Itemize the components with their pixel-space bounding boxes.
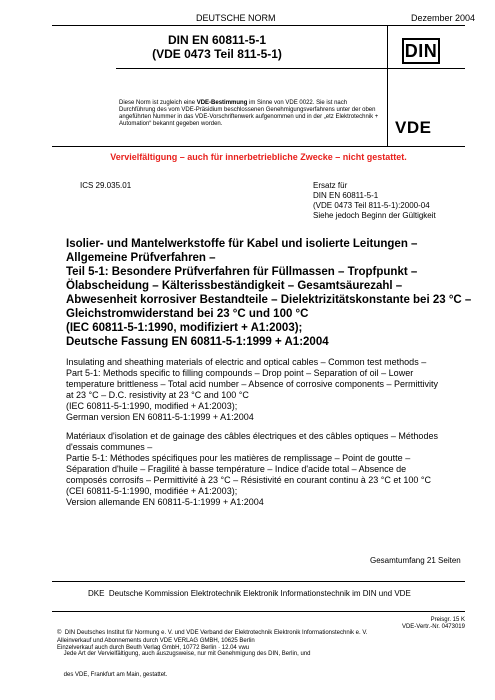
- vde-logo: VDE: [395, 118, 432, 137]
- title-english: Insulating and sheathing materials of electric and optical cables – Common test methods – Part 5-1: Methods specific to filling compounds – Drop point – Separation of oil – Lower temperature brittleness – Total acid number – Absence of corrosive components – Permittivity at 23 °C – D.C. resistivity at 23 °C and 100 °C (IEC 60811-5-1:1990, modified + A1:2003); German version EN 60811-5-1:1999 + A1:2004: [66, 357, 439, 422]
- notice-bottom-rule: [52, 146, 465, 147]
- sales-info: Alleinverkauf und Abonnements durch VDE VERLAG GMBH, 10625 Berlin Einzelverkauf auch durch Beuth Verlag GmbH, 10772 Berlin · 12.04 vwu: [57, 638, 255, 651]
- price-group: Preisgr. 15 K: [430, 617, 465, 623]
- logo-column-divider: [387, 26, 388, 146]
- title-french: Matériaux d'isolation et de gainage des câbles électriques et des câbles optiques – Méthodes d'essais communes – Partie 5-1: Méthodes spécifiques pour les matières de remplissage – Point de goutte – Séparation d'huile – Fragilité à basse température – Indice d'acide total – Absence de composés corrosifs – Permittivité à 23 °C – Résistivité en courant continu à 23 °C et 100 °C (CEI 60811-5-1:1990, modifiée + A1:2003); Version allemande EN 60811-5-1:1999 + A1:2004: [66, 431, 438, 507]
- order-number: VDE-Vertr.-Nr. 0473019: [401, 624, 465, 630]
- copy-warning: Vervielfältigung – auch für innerbetriebliche Zwecke – nicht gestattet.: [110, 152, 407, 162]
- replacement-note: Ersatz für DIN EN 60811-5-1 (VDE 0473 Teil 811-5-1):2000-04 Siehe jedoch Beginn der Gültigkeit: [313, 181, 436, 220]
- designation-din: DIN EN 60811-5-1: [167, 33, 267, 47]
- total-pages: Gesamtumfang 21 Seiten: [370, 556, 461, 565]
- document-designation: [52, 33, 382, 61]
- notice-top-rule: [116, 68, 465, 69]
- header-rule: [52, 25, 465, 26]
- dke-top-rule: [52, 581, 465, 582]
- vde-notice: Diese Norm ist zugleich eine VDE-Bestimmung im Sinne von VDE 0022. Sie ist nach Durchführung des vom VDE-Präsidium beschlossenen Genehmigungsverfahrens unter der oben angeführten Nummer in das VDE-Vorschriftenwerk aufgenommen und in der „etz Elektrotechnik + Automation“ bekannt gegeben worden.: [119, 100, 379, 127]
- footer-top-rule: [52, 611, 465, 612]
- ics-code: ICS 29.035.01: [80, 181, 132, 190]
- copyright-notice: © DIN Deutsches Institut für Normung e. V. und VDE Verband der Elektrotechnik Elektronik Informationstechnik e. V. Jede Art der Vervielfältigung, auch auszugsweise, nur mit Genehmigung des DIN, Berlin, und des VDE, Frankfurt am Main, gestattet.: [57, 630, 368, 678]
- dke-line: DKE Deutsche Kommission Elektrotechnik Elektronik Informationstechnik im DIN und VDE: [88, 589, 411, 598]
- title-german: Isolier- und Mantelwerkstoffe für Kabel und isolierte Leitungen – Allgemeine Prüfverfahren – Teil 5-1: Besondere Prüfverfahren für Füllmassen – Tropfpunkt – Ölabscheidung – Kälterissbeständigkeit – Gesamtsäurezahl – Abwesenheit korrosiver Bestandteile – Dielektrizitätskonstante bei 23 °C – Gleichstromwiderstand bei 23 °C und 100 °C (IEC 60811-5-1:1990, modifiziert + A1:2003); Deutsche Fassung EN 60811-5-1:1999 + A1:2004: [66, 238, 472, 348]
- publication-date: Dezember 2004: [411, 13, 476, 23]
- norm-type: DEUTSCHE NORM: [196, 13, 276, 23]
- designation-vde: (VDE 0473 Teil 811-5-1): [152, 47, 282, 61]
- din-logo: DIN: [402, 38, 440, 64]
